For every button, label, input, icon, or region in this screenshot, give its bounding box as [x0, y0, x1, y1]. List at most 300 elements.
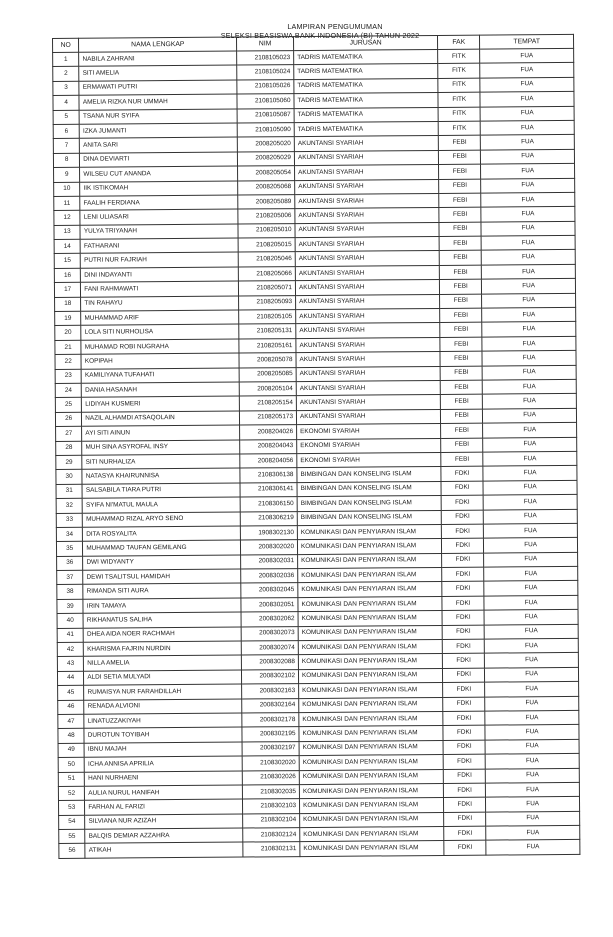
row-number: 2	[53, 67, 79, 82]
student-name: DINA DEVIARTI	[80, 152, 238, 168]
student-jurusan: EKONOMI SYARIAH	[297, 438, 441, 454]
student-fakultas: FDKI	[444, 841, 486, 856]
row-number: 47	[58, 714, 84, 729]
student-jurusan: AKUNTANSI SYARIAH	[296, 409, 440, 425]
student-fakultas: FDKI	[443, 711, 485, 726]
student-nim: 2008302195	[242, 727, 299, 742]
student-nim: 2008205089	[238, 195, 295, 210]
exam-location: FUA	[481, 192, 575, 207]
student-name: NABILA ZAHRANI	[79, 51, 237, 67]
student-jurusan: AKUNTANSI SYARIAH	[296, 294, 440, 310]
student-name: WILSEU CUT ANANDA	[80, 166, 238, 182]
student-jurusan: TADRIS MATEMATIKA	[294, 64, 438, 80]
student-nim: 2008302020	[241, 540, 298, 555]
row-number: 27	[56, 426, 82, 441]
student-nim: 2108302103	[243, 799, 300, 814]
exam-location: FUA	[484, 523, 578, 538]
column-header-fak: FAK	[438, 35, 480, 49]
student-jurusan: AKUNTANSI SYARIAH	[296, 352, 440, 368]
student-jurusan: AKUNTANSI SYARIAH	[295, 208, 439, 224]
student-nim: 2108205066	[238, 266, 295, 281]
student-name: IRIN TAMAYA	[83, 598, 241, 614]
student-jurusan: TADRIS MATEMATIKA	[294, 49, 438, 65]
row-number: 18	[55, 297, 81, 312]
student-nim: 2108205010	[238, 223, 295, 238]
student-nim: 2108105087	[237, 108, 294, 123]
row-number: 31	[56, 484, 82, 499]
student-fakultas: FEBI	[441, 395, 483, 410]
student-fakultas: FDKI	[443, 682, 485, 697]
row-number: 11	[54, 196, 80, 211]
student-nim: 2108302131	[243, 842, 300, 857]
column-header-nama: NAMA LENGKAP	[79, 37, 237, 52]
student-nim: 2008205029	[238, 151, 295, 166]
exam-location: FUA	[481, 235, 575, 250]
exam-location: FUA	[485, 638, 579, 653]
student-jurusan: AKUNTANSI SYARIAH	[296, 395, 440, 411]
student-nim: 2108306150	[240, 497, 297, 512]
student-fakultas: FDKI	[443, 668, 485, 683]
student-fakultas: FITK	[438, 78, 480, 93]
exam-location: FUA	[481, 135, 575, 150]
student-jurusan: KOMUNIKASI DAN PENYIARAN ISLAM	[297, 539, 441, 555]
student-name: DITA ROSYALITA	[83, 526, 241, 542]
student-fakultas: FEBI	[438, 135, 480, 150]
student-nim: 2108205154	[240, 396, 297, 411]
row-number: 8	[53, 153, 79, 168]
student-name: MUHAMMAD RIZAL ARYO SENO	[83, 512, 241, 528]
student-fakultas: FDKI	[442, 567, 484, 582]
student-jurusan: BIMBINGAN DAN KONSELING ISLAM	[297, 467, 441, 483]
student-fakultas: FEBI	[441, 409, 483, 424]
student-nim: 2108205046	[238, 252, 295, 267]
student-name: AYI SITI AINUN	[82, 425, 240, 441]
student-name: TIN RAHAYU	[81, 296, 239, 312]
student-fakultas: FDKI	[442, 610, 484, 625]
student-nim: 2108105090	[237, 123, 294, 138]
student-name: YULYA TRIYANAH	[80, 224, 238, 240]
exam-location: FUA	[485, 696, 579, 711]
exam-location: FUA	[483, 437, 577, 452]
student-fakultas: FDKI	[443, 740, 485, 755]
student-fakultas: FEBI	[439, 222, 481, 237]
student-fakultas: FDKI	[442, 524, 484, 539]
row-number: 49	[58, 743, 84, 758]
student-fakultas: FDKI	[443, 769, 485, 784]
student-jurusan: BIMBINGAN DAN KONSELING ISLAM	[297, 496, 441, 512]
student-jurusan: BIMBINGAN DAN KONSELING ISLAM	[297, 481, 441, 497]
student-jurusan: KOMUNIKASI DAN PENYIARAN ISLAM	[298, 611, 442, 627]
student-name: LENI ULIASARI	[80, 209, 238, 225]
student-nim: 2008205020	[237, 137, 294, 152]
student-fakultas: FDKI	[443, 654, 485, 669]
student-nim: 2108205131	[239, 324, 296, 339]
student-nim: 2108105026	[237, 79, 294, 94]
student-nim: 2108302124	[243, 828, 300, 843]
student-nim: 2108302020	[242, 756, 299, 771]
student-jurusan: KOMUNIKASI DAN PENYIARAN ISLAM	[298, 582, 442, 598]
student-name: FARHAN AL FARIZI	[85, 799, 243, 815]
student-jurusan: KOMUNIKASI DAN PENYIARAN ISLAM	[298, 639, 442, 655]
student-jurusan: AKUNTANSI SYARIAH	[295, 280, 439, 296]
exam-location: FUA	[480, 92, 574, 107]
student-jurusan: AKUNTANSI SYARIAH	[295, 193, 439, 209]
student-jurusan: KOMUNIKASI DAN PENYIARAN ISLAM	[299, 783, 443, 799]
student-nim: 2108105023	[237, 51, 294, 66]
exam-location: FUA	[486, 825, 580, 840]
row-number: 9	[54, 167, 80, 182]
exam-location: FUA	[482, 365, 576, 380]
document-subtitle: SELEKSI BEASISWA BANK INDONESIA (BI) TAHUN 2022	[220, 31, 420, 40]
exam-location: FUA	[481, 221, 575, 236]
row-number: 51	[58, 772, 84, 787]
student-nim: 2108306141	[240, 482, 297, 497]
row-number: 17	[54, 283, 80, 298]
student-nim: 2008302045	[241, 583, 298, 598]
student-jurusan: KOMUNIKASI DAN PENYIARAN ISLAM	[299, 798, 443, 814]
student-jurusan: KOMUNIKASI DAN PENYIARAN ISLAM	[298, 596, 442, 612]
row-number: 38	[57, 585, 83, 600]
row-number: 10	[54, 182, 80, 197]
student-nim: 2008302036	[241, 569, 298, 584]
student-fakultas: FITK	[438, 49, 480, 64]
student-name: NATASYA KHAIRUNNISA	[82, 468, 240, 484]
student-fakultas: FEBI	[439, 193, 481, 208]
student-fakultas: FEBI	[439, 251, 481, 266]
student-name: MUH SINA ASYROFAL INSY	[82, 440, 240, 456]
row-number: 13	[54, 225, 80, 240]
exam-location: FUA	[483, 408, 577, 423]
student-jurusan: KOMUNIKASI DAN PENYIARAN ISLAM	[299, 769, 443, 785]
student-fakultas: FDKI	[441, 495, 483, 510]
student-name: IZKA JUMANTI	[79, 123, 237, 139]
student-fakultas: FDKI	[444, 783, 486, 798]
row-number: 36	[57, 556, 83, 571]
row-number: 7	[53, 139, 79, 154]
student-jurusan: AKUNTANSI SYARIAH	[295, 265, 439, 281]
scholarship-results-table	[52, 34, 580, 859]
exam-location: FUA	[480, 106, 574, 121]
exam-location: FUA	[483, 494, 577, 509]
exam-location: FUA	[484, 509, 578, 524]
student-fakultas: FDKI	[444, 812, 486, 827]
exam-location: FUA	[484, 552, 578, 567]
student-jurusan: BIMBINGAN DAN KONSELING ISLAM	[297, 510, 441, 526]
student-fakultas: FITK	[438, 107, 480, 122]
student-name: NILLA AMELIA	[84, 655, 242, 671]
student-jurusan: KOMUNIKASI DAN PENYIARAN ISLAM	[299, 683, 443, 699]
student-nim: 2008204026	[240, 425, 297, 440]
row-number: 45	[58, 685, 84, 700]
student-nim: 2008204043	[240, 439, 297, 454]
student-nim: 2008302074	[241, 641, 298, 656]
row-number: 4	[53, 95, 79, 110]
student-name: LOLA SITI NURHOLISA	[81, 324, 239, 340]
row-number: 42	[57, 642, 83, 657]
student-name: FAALIH FERDIANA	[80, 195, 238, 211]
student-name: FANI RAHMAWATI	[81, 281, 239, 297]
student-nim: 2108302104	[243, 813, 300, 828]
student-jurusan: TADRIS MATEMATIKA	[294, 78, 438, 94]
student-fakultas: FDKI	[442, 625, 484, 640]
row-number: 39	[57, 599, 83, 614]
exam-location: FUA	[484, 624, 578, 639]
student-jurusan: KOMUNIKASI DAN PENYIARAN ISLAM	[299, 697, 443, 713]
student-nim: 2008302088	[242, 655, 299, 670]
student-jurusan: KOMUNIKASI DAN PENYIARAN ISLAM	[299, 755, 443, 771]
row-number: 40	[57, 614, 83, 629]
student-nim: 2008302062	[241, 612, 298, 627]
student-jurusan: KOMUNIKASI DAN PENYIARAN ISLAM	[300, 841, 444, 857]
row-number: 48	[58, 729, 84, 744]
row-number: 26	[55, 412, 81, 427]
student-nim: 2108105024	[237, 65, 294, 80]
row-number: 53	[58, 801, 84, 816]
student-jurusan: AKUNTANSI SYARIAH	[294, 150, 438, 166]
exam-location: FUA	[484, 566, 578, 581]
row-number: 37	[57, 570, 83, 585]
row-number: 52	[58, 786, 84, 801]
student-name: NAZIL ALHAMDI ATSAQOLAIN	[82, 411, 240, 427]
row-number: 22	[55, 354, 81, 369]
student-name: KOPIPAH	[81, 353, 239, 369]
student-nim: 2008302163	[242, 684, 299, 699]
student-jurusan: AKUNTANSI SYARIAH	[295, 251, 439, 267]
student-fakultas: FDKI	[443, 725, 485, 740]
row-number: 19	[55, 311, 81, 326]
row-number: 29	[56, 455, 82, 470]
student-nim: 2008205085	[239, 367, 296, 382]
row-number: 41	[57, 628, 83, 643]
exam-location: FUA	[483, 480, 577, 495]
student-name: DEWI TSALITSUL HAMIDAH	[83, 569, 241, 585]
student-fakultas: FDKI	[441, 481, 483, 496]
row-number: 46	[58, 700, 84, 715]
student-fakultas: FDKI	[443, 754, 485, 769]
student-jurusan: KOMUNIKASI DAN PENYIARAN ISLAM	[300, 827, 444, 843]
row-number: 14	[54, 239, 80, 254]
exam-location: FUA	[481, 149, 575, 164]
row-number: 15	[54, 254, 80, 269]
student-name: SITI AMELIA	[79, 65, 237, 81]
exam-location: FUA	[481, 164, 575, 179]
student-fakultas: FEBI	[439, 236, 481, 251]
student-jurusan: AKUNTANSI SYARIAH	[296, 380, 440, 396]
exam-location: FUA	[480, 120, 574, 135]
row-number: 56	[59, 844, 85, 859]
exam-location: FUA	[484, 610, 578, 625]
student-jurusan: AKUNTANSI SYARIAH	[295, 237, 439, 253]
student-nim: 2008302178	[242, 713, 299, 728]
student-nim: 2108205161	[239, 338, 296, 353]
student-name: ALDI SETIA MULYADI	[84, 670, 242, 686]
row-number: 23	[55, 369, 81, 384]
student-name: IBNU MAJAH	[84, 742, 242, 758]
row-number: 54	[59, 815, 85, 830]
student-nim: 2108205105	[239, 310, 296, 325]
student-jurusan: AKUNTANSI SYARIAH	[296, 308, 440, 324]
column-header-no: NO	[53, 38, 79, 52]
student-name: AULIA NURUL HANIFAH	[85, 785, 243, 801]
student-jurusan: KOMUNIKASI DAN PENYIARAN ISLAM	[298, 654, 442, 670]
table-row	[59, 840, 580, 858]
exam-location: FUA	[483, 466, 577, 481]
student-jurusan: EKONOMI SYARIAH	[297, 424, 441, 440]
student-nim: 2108105060	[237, 94, 294, 109]
student-fakultas: FDKI	[443, 697, 485, 712]
student-fakultas: FEBI	[440, 265, 482, 280]
student-nim: 2008205104	[239, 382, 296, 397]
exam-location: FUA	[482, 336, 576, 351]
student-jurusan: KOMUNIKASI DAN PENYIARAN ISLAM	[300, 812, 444, 828]
exam-location: FUA	[484, 595, 578, 610]
student-nim: 2108205006	[238, 209, 295, 224]
exam-location: FUA	[486, 811, 580, 826]
student-name: HANI NURHAENI	[85, 771, 243, 787]
student-nim: 2008205054	[238, 166, 295, 181]
row-number: 6	[53, 124, 79, 139]
student-fakultas: FEBI	[440, 337, 482, 352]
student-name: DHEA AIDA NOER RACHMAH	[83, 627, 241, 643]
student-fakultas: FEBI	[440, 351, 482, 366]
row-number: 28	[56, 441, 82, 456]
student-fakultas: FDKI	[444, 826, 486, 841]
row-number: 5	[53, 110, 79, 125]
student-name: RENADA ALVIONI	[84, 699, 242, 715]
student-fakultas: FITK	[438, 92, 480, 107]
student-nim: 1908302130	[241, 525, 298, 540]
exam-location: FUA	[482, 351, 576, 366]
student-fakultas: FEBI	[439, 150, 481, 165]
row-number: 24	[55, 383, 81, 398]
student-name: DWI WIDYANTY	[83, 555, 241, 571]
exam-location: FUA	[486, 782, 580, 797]
student-name: MUHAMMAD TAUFAN GEMILANG	[83, 540, 241, 556]
exam-location: FUA	[482, 293, 576, 308]
exam-location: FUA	[482, 279, 576, 294]
student-name: RIKHANATUS SALIHA	[83, 612, 241, 628]
exam-location: FUA	[482, 322, 576, 337]
student-name: TSANA NUR SYIFA	[79, 109, 237, 125]
student-fakultas: FEBI	[439, 164, 481, 179]
student-jurusan: EKONOMI SYARIAH	[297, 452, 441, 468]
row-number: 55	[59, 829, 85, 844]
student-nim: 2008302073	[241, 626, 298, 641]
exam-location: FUA	[483, 451, 577, 466]
exam-location: FUA	[485, 754, 579, 769]
row-number: 12	[54, 211, 80, 226]
student-nim: 2108306138	[240, 468, 297, 483]
exam-location: FUA	[484, 581, 578, 596]
student-name: SALSABILA TIARA PUTRI	[82, 483, 240, 499]
exam-location: FUA	[480, 77, 574, 92]
student-name: IIK ISTIKOMAH	[80, 181, 238, 197]
student-name: KAMILIYANA TUFAHATI	[81, 368, 239, 384]
student-fakultas: FEBI	[440, 279, 482, 294]
student-fakultas: FDKI	[442, 582, 484, 597]
student-name: SITI NURHALIZA	[82, 454, 240, 470]
student-jurusan: AKUNTANSI SYARIAH	[296, 323, 440, 339]
column-header-tempat: TEMPAT	[480, 34, 574, 49]
student-fakultas: FEBI	[440, 323, 482, 338]
student-name: ERMAWATI PUTRI	[79, 80, 237, 96]
row-number: 30	[56, 470, 82, 485]
student-name: AMELIA RIZKA NUR UMMAH	[79, 94, 237, 110]
student-fakultas: FDKI	[444, 797, 486, 812]
row-number: 43	[57, 657, 83, 672]
student-jurusan: TADRIS MATEMATIKA	[294, 93, 438, 109]
student-fakultas: FEBI	[440, 294, 482, 309]
exam-location: FUA	[486, 768, 580, 783]
table-body	[53, 48, 580, 858]
student-name: DINI INDAYANTI	[81, 267, 239, 283]
results-sheet	[52, 34, 580, 859]
row-number: 25	[55, 398, 81, 413]
student-jurusan: KOMUNIKASI DAN PENYIARAN ISLAM	[298, 553, 442, 569]
exam-location: FUA	[485, 739, 579, 754]
student-fakultas: FITK	[438, 121, 480, 136]
student-fakultas: FEBI	[441, 423, 483, 438]
row-number: 34	[56, 527, 82, 542]
student-name: ICHA ANNISA APRILIA	[84, 756, 242, 772]
student-nim: 2008302051	[241, 597, 298, 612]
student-name: FATHARANI	[80, 238, 238, 254]
student-name: MUHAMMAD ARIF	[81, 310, 239, 326]
row-number: 50	[58, 757, 84, 772]
student-name: KHARISMA FAJRIN NURDIN	[84, 641, 242, 657]
student-fakultas: FDKI	[441, 466, 483, 481]
student-name: DUROTUN TOYIBAH	[84, 727, 242, 743]
row-number: 16	[54, 268, 80, 283]
exam-location: FUA	[482, 307, 576, 322]
student-fakultas: FDKI	[442, 596, 484, 611]
student-name: ANITA SARI	[80, 137, 238, 153]
column-header-jurusan: JURUSAN	[294, 35, 438, 50]
row-number: 35	[56, 542, 82, 557]
student-name: RIMANDA SITI AURA	[83, 583, 241, 599]
exam-location: FUA	[482, 379, 576, 394]
student-fakultas: FEBI	[439, 179, 481, 194]
row-number: 21	[55, 340, 81, 355]
exam-location: FUA	[484, 538, 578, 553]
exam-location: FUA	[485, 725, 579, 740]
exam-location: FUA	[481, 250, 575, 265]
student-jurusan: AKUNTANSI SYARIAH	[295, 165, 439, 181]
student-name: DANIA HASANAH	[82, 382, 240, 398]
student-nim: 2008302102	[242, 669, 299, 684]
exam-location: FUA	[485, 653, 579, 668]
student-fakultas: FEBI	[439, 207, 481, 222]
exam-location: FUA	[483, 423, 577, 438]
exam-location: FUA	[485, 682, 579, 697]
student-name: BALQIS DEMIAR AZZAHRA	[85, 828, 243, 844]
student-fakultas: FDKI	[442, 538, 484, 553]
student-nim: 2108306219	[240, 511, 297, 526]
student-name: RUMAISYA NUR FARAHDILLAH	[84, 684, 242, 700]
student-fakultas: FEBI	[440, 366, 482, 381]
student-jurusan: TADRIS MATEMATIKA	[294, 121, 438, 137]
exam-location: FUA	[481, 178, 575, 193]
row-number: 20	[55, 326, 81, 341]
exam-location: FUA	[480, 63, 574, 78]
student-jurusan: AKUNTANSI SYARIAH	[296, 337, 440, 353]
student-jurusan: AKUNTANSI SYARIAH	[296, 366, 440, 382]
student-nim: 2108302035	[243, 785, 300, 800]
student-fakultas: FEBI	[441, 438, 483, 453]
exam-location: FUA	[481, 207, 575, 222]
student-fakultas: FDKI	[442, 553, 484, 568]
student-name: LINATUZZAKIYAH	[84, 713, 242, 729]
